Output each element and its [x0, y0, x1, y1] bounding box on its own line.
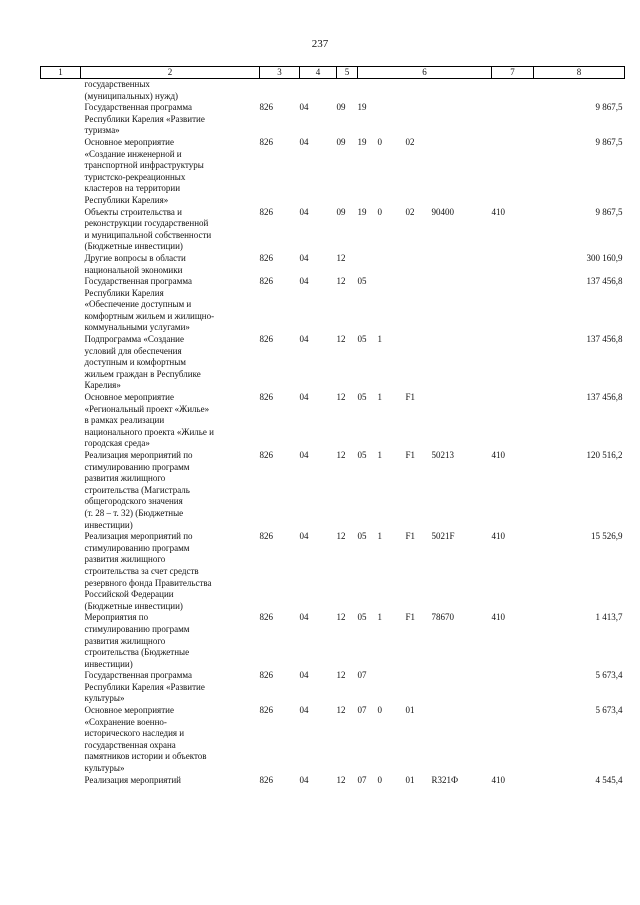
- cell-c7: 410: [491, 206, 505, 217]
- cell-c8: 9 867,5: [595, 136, 623, 147]
- cell-c6a: 19: [357, 206, 367, 217]
- cell-c4: 04: [299, 276, 309, 287]
- cell-c6b: 0: [377, 705, 382, 716]
- column-header: 8: [534, 67, 625, 79]
- cell-c6b: [378, 102, 406, 137]
- cell-c6a: 19: [357, 136, 367, 147]
- cell-c6a: 07: [357, 670, 367, 681]
- column-header: 3: [260, 67, 300, 79]
- row-name: Подпрограмма «Создание условий для обеспечения доступным и комфортным жильем граждан в Республике Карелия»: [84, 334, 201, 391]
- cell-c4: 04: [299, 774, 309, 785]
- cell-c7: 410: [491, 450, 505, 460]
- cell-c7: [492, 137, 534, 207]
- cell-c4: 04: [299, 206, 309, 217]
- cell-c6b: 0: [377, 206, 382, 217]
- table-row: [41, 450, 625, 531]
- cell-c6d: [432, 79, 492, 103]
- cell-c3: 826: [259, 531, 273, 542]
- cell-c5: [337, 79, 358, 103]
- row-number-cell: [41, 531, 81, 612]
- cell-c3: 826: [259, 612, 273, 623]
- cell-c5: 09: [336, 136, 346, 147]
- table-row: [41, 276, 625, 334]
- cell-c3: 826: [259, 276, 273, 287]
- row-number-cell: [41, 207, 81, 253]
- cell-c3: 826: [259, 252, 273, 263]
- cell-c6b: [378, 276, 406, 334]
- cell-c4: 04: [299, 252, 309, 263]
- cell-c3: 826: [259, 670, 273, 681]
- cell-c7: [492, 102, 534, 137]
- cell-c6d: [432, 334, 492, 392]
- row-number-cell: [41, 276, 81, 334]
- cell-c5: 12: [336, 450, 346, 460]
- cell-c6b: 1: [377, 612, 382, 623]
- cell-c4: 04: [299, 450, 309, 460]
- cell-c8: 9 867,5: [595, 102, 623, 113]
- cell-c6b: 1: [377, 334, 382, 345]
- table-row: [41, 775, 625, 787]
- cell-c6d: 90400: [431, 206, 454, 217]
- cell-c4: 04: [299, 334, 309, 345]
- cell-c6c: F1: [405, 531, 416, 542]
- row-name: Государственная программа Республики Карелия «Развитие туризма»: [84, 102, 205, 136]
- row-number-cell: [41, 137, 81, 207]
- cell-c5: 12: [336, 531, 346, 542]
- cell-c4: 04: [299, 705, 309, 716]
- cell-c8: 15 526,9: [591, 531, 623, 542]
- cell-c5: 12: [336, 612, 346, 623]
- cell-c4: 04: [299, 531, 309, 542]
- cell-c7: [492, 705, 534, 775]
- cell-c6c: F1: [405, 392, 416, 403]
- cell-c6a: 19: [357, 102, 367, 113]
- cell-c5: 12: [336, 774, 346, 785]
- cell-c6d: 50213: [431, 450, 454, 460]
- cell-c7: [492, 276, 534, 334]
- cell-c6d: R321Ф: [431, 774, 459, 785]
- cell-c7: 410: [491, 612, 505, 623]
- cell-c4: 04: [299, 612, 309, 623]
- column-header: 2: [81, 67, 260, 79]
- cell-c6b: 1: [377, 450, 382, 460]
- cell-c6a: 05: [357, 450, 367, 460]
- table-row: [41, 334, 625, 392]
- cell-c5: 12: [336, 334, 346, 345]
- row-number-cell: [41, 705, 81, 775]
- row-number-cell: [41, 450, 81, 531]
- cell-c6a: [358, 79, 378, 103]
- column-header: 7: [492, 67, 534, 79]
- cell-c8: 5 673,4: [595, 705, 623, 716]
- cell-c4: 04: [299, 102, 309, 113]
- cell-c5: 12: [336, 705, 346, 716]
- cell-c6c: 02: [405, 136, 415, 147]
- cell-c6a: 05: [357, 276, 367, 287]
- cell-c6d: [432, 392, 492, 450]
- cell-c8: 5 673,4: [595, 670, 623, 681]
- cell-c6a: 05: [357, 612, 367, 623]
- row-name: государственных (муниципальных) нужд): [84, 79, 179, 101]
- cell-c8: 300 160,9: [586, 252, 623, 263]
- cell-c7: [492, 392, 534, 450]
- cell-c6a: 07: [357, 705, 367, 716]
- cell-c6d: [432, 670, 492, 705]
- cell-c8: [534, 79, 625, 103]
- cell-c6b: 1: [377, 392, 382, 403]
- row-name: Реализация мероприятий: [84, 774, 181, 785]
- cell-c6a: 05: [357, 392, 367, 403]
- cell-c8: 4 545,4: [595, 774, 623, 785]
- cell-c4: 04: [299, 670, 309, 681]
- page-number: 237: [311, 38, 329, 50]
- cell-c4: 04: [299, 136, 309, 147]
- cell-c6c: F1: [405, 612, 416, 623]
- row-number-cell: [41, 79, 81, 103]
- cell-c3: 826: [259, 705, 273, 716]
- table-row: [41, 79, 625, 103]
- row-number-cell: [41, 670, 81, 705]
- cell-c5: 12: [336, 670, 346, 681]
- cell-c4: 04: [299, 392, 309, 403]
- table-row: [41, 137, 625, 207]
- table-row: [41, 612, 625, 670]
- cell-c8: 120 516,2: [586, 450, 623, 460]
- cell-c6c: F1: [405, 450, 416, 460]
- table-row: [41, 670, 625, 705]
- cell-c8: 137 456,8: [586, 276, 623, 287]
- cell-c6c: [406, 79, 432, 103]
- cell-c6d: [432, 102, 492, 137]
- cell-c6d: 5021F: [431, 531, 455, 542]
- cell-c3: 826: [259, 450, 273, 460]
- cell-c8: 137 456,8: [586, 392, 623, 403]
- row-number-cell: [41, 392, 81, 450]
- table-header-row: [41, 67, 625, 79]
- column-header: 5: [337, 67, 358, 79]
- cell-c5: 09: [336, 102, 346, 113]
- cell-c6c: [406, 276, 432, 334]
- cell-c6a: [358, 253, 378, 276]
- row-name: Реализация мероприятий по стимулированию программ развития жилищного строительства за счет средств резервного фонда Правительства Российской Федерации (Бюджетные инвестиции): [84, 531, 212, 611]
- column-header: 1: [41, 67, 81, 79]
- cell-c6c: [406, 334, 432, 392]
- row-name: Основное мероприятие «Сохранение военно- исторического наследия и государственная охрана памятников истории и объектов культуры»: [84, 705, 207, 774]
- cell-c7: [492, 253, 534, 276]
- cell-c6b: 1: [377, 531, 382, 542]
- cell-c4: [300, 79, 337, 103]
- cell-c7: 410: [491, 531, 505, 542]
- row-number-cell: [41, 612, 81, 670]
- cell-c6c: [406, 670, 432, 705]
- cell-c8: 1 413,7: [595, 612, 623, 623]
- row-number-cell: [41, 334, 81, 392]
- row-number-cell: [41, 253, 81, 276]
- cell-c7: [492, 79, 534, 103]
- row-name: Государственная программа Республики Карелия «Развитие культуры»: [84, 670, 205, 704]
- row-number-cell: [41, 102, 81, 137]
- cell-c6a: 05: [357, 531, 367, 542]
- cell-c7: [492, 670, 534, 705]
- row-name: Другие вопросы в области национальной экономики: [84, 252, 186, 275]
- table-row: [41, 207, 625, 253]
- cell-c6b: [378, 253, 406, 276]
- column-header: 4: [300, 67, 337, 79]
- cell-c6d: [432, 137, 492, 207]
- cell-c6d: [432, 253, 492, 276]
- row-name: Мероприятия по стимулированию программ развития жилищного строительства (Бюджетные инвестиции): [84, 612, 190, 669]
- row-name: Основное мероприятие «Региональный проект «Жилье» в рамках реализации национального проекта «Жилье и городская среда»: [84, 392, 214, 449]
- budget-table: [40, 66, 625, 786]
- cell-c6b: [378, 79, 406, 103]
- table-row: [41, 102, 625, 137]
- table-row: [41, 392, 625, 450]
- row-name: Реализация мероприятий по стимулированию программ развития жилищного строительства (Магистраль общегородского значения (т. 28 – т. 32) (Бюджетные инвестиции): [84, 450, 193, 530]
- cell-c6b: [378, 670, 406, 705]
- cell-c6a: 07: [357, 774, 367, 785]
- cell-c6d: [432, 276, 492, 334]
- cell-c3: 826: [259, 334, 273, 345]
- cell-c3: 826: [259, 392, 273, 403]
- cell-c3: 826: [259, 206, 273, 217]
- cell-c6c: [406, 102, 432, 137]
- row-number-cell: [41, 775, 81, 787]
- cell-c5: 12: [336, 276, 346, 287]
- cell-c5: 12: [336, 392, 346, 403]
- cell-c8: 137 456,8: [586, 334, 623, 345]
- cell-c6d: 78670: [431, 612, 454, 623]
- cell-c6c: 01: [405, 705, 415, 716]
- cell-c6b: 0: [377, 136, 382, 147]
- cell-c3: 826: [259, 136, 273, 147]
- cell-c6c: [406, 253, 432, 276]
- cell-c5: 12: [336, 252, 346, 263]
- table-row: [41, 705, 625, 775]
- cell-c6b: 0: [377, 774, 382, 785]
- cell-c3: [260, 79, 300, 103]
- row-name: Основное мероприятие «Создание инженерной и транспортной инфраструктуры туристско-рекреационных кластеров на территории Республики Карелия»: [84, 136, 204, 205]
- cell-c6d: [432, 705, 492, 775]
- cell-c7: 410: [491, 774, 505, 785]
- row-name: Объекты строительства и реконструкции государственной и муниципальной собственности (Бюджетные инвестиции): [84, 206, 212, 252]
- cell-c6a: 05: [357, 334, 367, 345]
- cell-c3: 826: [259, 102, 273, 113]
- table-row: [41, 253, 625, 276]
- cell-c8: 9 867,5: [595, 206, 623, 217]
- row-name: Государственная программа Республики Карелия «Обеспечение доступным и комфортным жильем и жилищно- коммунальными услугами»: [84, 276, 215, 333]
- column-header: 6: [358, 67, 492, 79]
- cell-c6c: 01: [405, 774, 415, 785]
- table-row: [41, 531, 625, 612]
- cell-c3: 826: [259, 774, 273, 785]
- cell-c5: 09: [336, 206, 346, 217]
- cell-c6c: 02: [405, 206, 415, 217]
- cell-c7: [492, 334, 534, 392]
